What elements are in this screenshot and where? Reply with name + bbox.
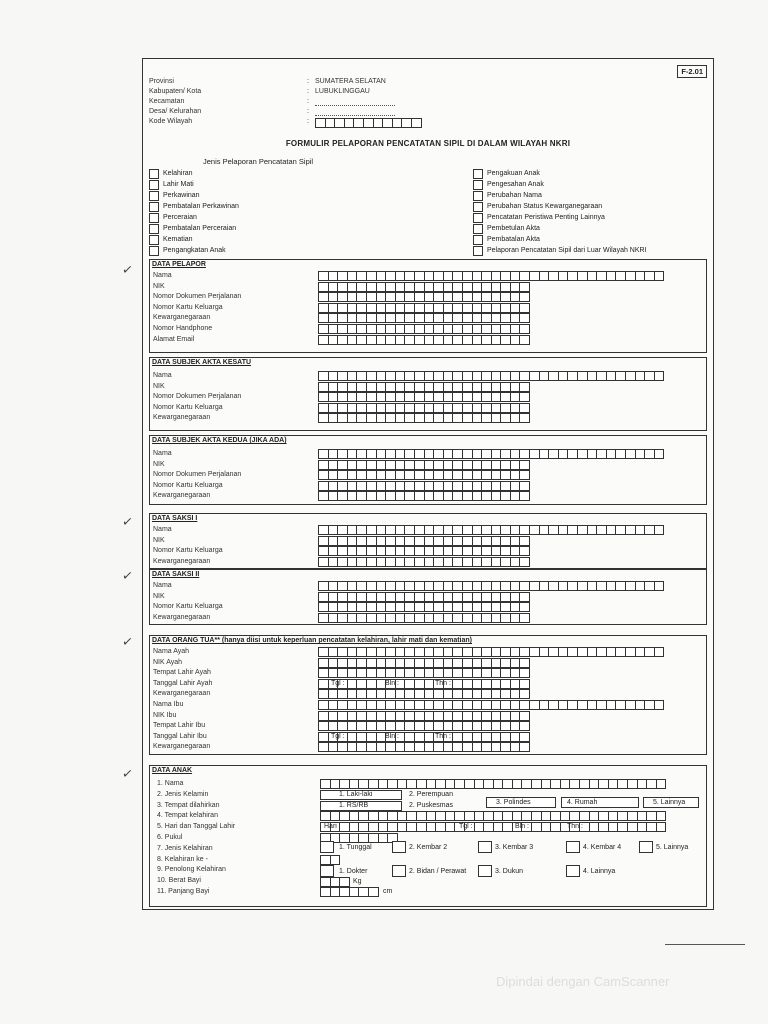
anak-tanggal-boxes[interactable] [320, 822, 665, 832]
input-box[interactable] [519, 689, 530, 699]
jenis-label: Kematian [163, 236, 193, 243]
pelapor-title: DATA PELAPOR [152, 261, 206, 268]
saksi1-title: DATA SAKSI I [152, 515, 198, 522]
check-mark: ✓ [121, 567, 134, 584]
jl-box[interactable] [566, 841, 580, 853]
option-label: Kg [353, 878, 362, 885]
saksi1-field-boxes[interactable] [318, 546, 529, 556]
jenis-label: Pengesahan Anak [487, 181, 544, 188]
ortu-field-label: Kewarganegaraan [153, 743, 211, 751]
subjek2-field-boxes[interactable] [318, 449, 663, 459]
input-box[interactable] [411, 118, 422, 128]
jenis-label: Perubahan Status Kewarganegaraan [487, 203, 603, 210]
saksi2-title: DATA SAKSI II [152, 571, 200, 578]
pelapor-field-label: Nama [153, 272, 172, 279]
input-box[interactable] [368, 887, 379, 897]
saksi1-field-boxes[interactable] [318, 525, 663, 535]
saksi2-field-boxes[interactable] [318, 592, 529, 602]
input-box[interactable] [519, 470, 530, 480]
option-label: 2. Bidan / Perawat [409, 868, 467, 875]
pk-box[interactable] [566, 865, 580, 877]
option-label: 1. Tunggal [339, 844, 372, 851]
anak-field-label: 1. Nama [157, 780, 184, 787]
pk-box[interactable] [320, 865, 334, 877]
option-label: 1. Dokter [339, 868, 368, 875]
input-box[interactable] [519, 536, 530, 546]
input-box[interactable] [519, 413, 530, 423]
input-box[interactable] [519, 324, 530, 334]
input-box[interactable] [519, 546, 530, 556]
pelapor-field-label: Nomor Kartu Keluarga [153, 303, 223, 311]
kecamatan-field[interactable] [315, 105, 395, 106]
pk-box[interactable] [392, 865, 406, 877]
divider-line [665, 944, 745, 945]
form-document: F-2.01 Provinsi : SUMATERA SELATAN Kabupaten/ Kota : LUBUKLINGGAU Kecamatan : Desa/ Kelurahan : Kode Wilayah : FORMULIR PELAPORAN PENCATATAN SIPIL DI DALAM WILAYAH NKRI Jenis Pelaporan Pencatatan Sipil DATA PELAPOR DATA SUBJEK AKTA KESATU DATA SUBJEK AKTA KEDUA (JIKA ADA) DATA SAKSI I DATA SAKSI II DATA ORANG TUA** (hanya diisi untuk keperluan pencatatan kelahiran, lahir mati dan kematian) DATA ANAK Nama NIK Nomor Dokumen Perjalanan Nomor Kartu Keluarga Kewarganegaraan Nomor Handphone Alamat Email Nama NIK Nomor Dokumen Perjalanan Nomor Kartu Keluarga Kewarganegaraan Nama NIK Nomor Dokumen Perjalanan Nomor Kartu Keluarga Kewarganegaraan Nama NIK Nomor Kartu Keluarga Kewarganegaraan Nama NIK Nomor Kartu Keluarga Kewarganegaraan Nama Ayah NIK Ayah Tempat Lahir Ayah Tanggal Lahir Ayah Tgl : Bln : Thn : Kewarganegaraan Nama Ibu NIK Ibu Tempat Lahir Ibu Tanggal Lahir Ibu Tgl : Bln : Thn : Kewarganegaraan 1. Nama 2. Jenis Kelamin 3. Tempat dilahirkan 4. Tempat kelahiran 5. Hari dan Tanggal Lahir 6. Pukul 7. Jenis Kelahiran 8. Kelahiran ke - 9. Penolong Kelahiran 10. Berat Bayi 11. Panjang Bayi 1. Laki-laki 2. Perempuan 1. RS/RB 2. Puskesmas 3. Polindes 4. Rumah 5. Lainnya Hari Tgl : Bln : Thn : 1. Tunggal 2. Kembar 2 3. Kembar 3 4. Kembar 4 5. Lainnya 1. Dokter 2. Bidan / Perawat 3. Dukun 4. Lainnya Kg cm Kelahiran Lahir Mati Perkawinan Pembatalan Perkawinan Perceraian Pembatalan Perceraian Kematian Pengangkatan Anak Pengakuan Anak Pengesahan Anak Perubahan Nama Perubahan Status Kewarganegaraan Pencatatan Peristiwa Penting Lainnya Pembetulan Akta Pembatalan Akta Pelaporan Pencatatan Sipil dari Luar Wilayah NKRI [142, 58, 714, 910]
input-box[interactable] [654, 271, 665, 281]
pelapor-field-label: Kewarganegaraan [153, 314, 211, 322]
anak-berat-boxes[interactable] [320, 877, 349, 887]
subjek2-field-label: NIK [153, 460, 165, 468]
pelapor-field-boxes[interactable] [318, 271, 663, 281]
jl-box[interactable] [639, 841, 653, 853]
input-box[interactable] [519, 732, 530, 742]
ortu-field-label: Nama Ayah [153, 648, 190, 655]
input-box[interactable] [519, 303, 530, 313]
input-box[interactable] [654, 449, 665, 459]
input-box[interactable] [339, 877, 350, 887]
subjek2-field-label: Nomor Kartu Keluarga [153, 481, 223, 489]
option-label: Tgl : [459, 823, 473, 830]
input-box[interactable] [519, 668, 530, 678]
desa-field[interactable] [315, 115, 395, 116]
jenis-label: Pengangkatan Anak [163, 247, 226, 254]
option-label: 5. Lainnya [656, 844, 689, 851]
jenis-checkbox[interactable] [473, 246, 483, 256]
anak-field-label: 7. Jenis Kelahiran [157, 844, 213, 852]
ortu-field-boxes[interactable] [318, 689, 529, 699]
subjek2-title: DATA SUBJEK AKTA KEDUA (JIKA ADA) [152, 437, 287, 444]
option-label: 5. Lainnya [653, 799, 686, 806]
anak-title: DATA ANAK [152, 767, 193, 774]
input-box[interactable] [519, 679, 530, 689]
saksi1-field-label: NIK [153, 536, 165, 544]
jenis-label: Pengakuan Anak [487, 170, 540, 177]
ortu-field-boxes[interactable] [318, 711, 529, 721]
pelapor-field-label: Alamat Email [153, 335, 195, 343]
jl-box[interactable] [478, 841, 492, 853]
subjek1-field-boxes[interactable] [318, 413, 529, 423]
option-label: 4. Kembar 4 [583, 844, 622, 851]
jl-box[interactable] [320, 841, 334, 853]
bln-label: Bln : [385, 679, 400, 687]
input-box[interactable] [519, 613, 530, 623]
input-box[interactable] [654, 371, 665, 381]
subjek1-field-boxes[interactable] [318, 392, 529, 402]
input-box[interactable] [656, 811, 667, 821]
option-label: Thn : [567, 823, 583, 830]
saksi2-field-label: Kewarganegaraan [153, 613, 211, 621]
saksi1-field-boxes[interactable] [318, 536, 529, 546]
input-box[interactable] [519, 658, 530, 668]
pelapor-field-boxes[interactable] [318, 335, 529, 345]
input-box[interactable] [519, 481, 530, 491]
saksi2-field-boxes[interactable] [318, 613, 529, 623]
input-box[interactable] [519, 313, 530, 323]
jenis-label: Pembatalan Perceraian [163, 225, 237, 232]
ortu-field-label: Tempat Lahir Ayah [153, 669, 211, 677]
jenis-label: Pencatatan Peristiwa Penting Lainnya [487, 214, 605, 221]
ortu-field-boxes[interactable] [318, 647, 663, 657]
ortu-field-label: NIK Ibu [153, 711, 177, 719]
pk-box[interactable] [478, 865, 492, 877]
input-box[interactable] [654, 647, 665, 657]
input-box[interactable] [330, 855, 341, 865]
jenis-title: Jenis Pelaporan Pencatatan Sipil [203, 157, 314, 166]
kode-wilayah-boxes[interactable] [315, 118, 421, 128]
pelapor-field-boxes[interactable] [318, 282, 529, 292]
check-mark: ✓ [121, 765, 134, 782]
jenis-label: Pembatalan Akta [487, 236, 540, 243]
subjek1-field-boxes[interactable] [318, 371, 663, 381]
subjek2-field-label: Nama [153, 450, 172, 457]
input-box[interactable] [519, 392, 530, 402]
jenis-label: Perkawinan [163, 192, 200, 199]
subjek2-field-label: Kewarganegaraan [153, 492, 211, 500]
thn-label: Thn : [435, 732, 451, 740]
jenis-label: Perubahan Nama [487, 192, 542, 199]
option-label: 1. Laki-laki [339, 791, 373, 798]
option-label: 2. Kembar 2 [409, 844, 448, 851]
subjek1-field-label: NIK [153, 382, 165, 390]
subjek2-field-boxes[interactable] [318, 470, 529, 480]
option-label: 2. Puskesmas [409, 802, 453, 809]
input-box[interactable] [519, 382, 530, 392]
subjek1-field-label: Nomor Dokumen Perjalanan [153, 393, 242, 401]
jenis-checkbox[interactable] [473, 191, 483, 201]
input-box[interactable] [519, 491, 530, 501]
option-label: 3. Kembar 3 [495, 844, 534, 851]
provinsi-value: SUMATERA SELATAN [315, 78, 386, 85]
anak-nama-boxes[interactable] [320, 779, 665, 789]
saksi2-field-label: Nama [153, 582, 172, 589]
thn-label: Thn : [435, 679, 451, 687]
input-box[interactable] [519, 711, 530, 721]
ortu-field-label: Kewarganegaraan [153, 690, 211, 698]
subjek1-field-label: Kewarganegaraan [153, 414, 211, 422]
input-box[interactable] [656, 779, 667, 789]
jenis-checkbox[interactable] [149, 235, 159, 245]
jenis-checkbox[interactable] [149, 224, 159, 234]
kecamatan-label: Kecamatan [149, 98, 185, 105]
ortu-date-boxes[interactable] [318, 679, 529, 689]
jl-box[interactable] [392, 841, 406, 853]
jenis-checkbox[interactable] [473, 202, 483, 212]
input-box[interactable] [519, 742, 530, 752]
desa-label: Desa/ Kelurahan [149, 108, 202, 115]
anak-field-label: 3. Tempat dilahirkan [157, 801, 220, 809]
form-title: FORMULIR PELAPORAN PENCATATAN SIPIL DI DALAM WILAYAH NKRI [285, 139, 571, 148]
subjek1-field-boxes[interactable] [318, 382, 529, 392]
ortu-date-boxes[interactable] [318, 732, 529, 742]
pelapor-field-label: Nomor Handphone [153, 325, 213, 332]
ortu-field-label: Tempat Lahir Ibu [153, 722, 206, 730]
input-box[interactable] [519, 292, 530, 302]
option-label: 3. Polindes [496, 799, 531, 806]
pelapor-field-boxes[interactable] [318, 324, 529, 334]
jenis-checkbox[interactable] [149, 191, 159, 201]
subjek2-field-boxes[interactable] [318, 481, 529, 491]
jenis-checkbox[interactable] [149, 180, 159, 190]
anak-ke-boxes[interactable] [320, 855, 339, 865]
pelapor-field-label: NIK [153, 282, 165, 290]
pelapor-field-boxes[interactable] [318, 292, 529, 302]
tgl-label: Tgl : [331, 679, 345, 687]
check-mark: ✓ [121, 261, 134, 278]
jenis-checkbox[interactable] [473, 180, 483, 190]
kabupaten-value: LUBUKLINGGAU [315, 88, 370, 95]
input-box[interactable] [519, 557, 530, 567]
ortu-field-label: Tanggal Lahir Ayah [153, 679, 213, 687]
anak-field-label: 5. Hari dan Tanggal Lahir [157, 823, 236, 831]
saksi1-field-label: Kewarganegaraan [153, 557, 211, 565]
subjek1-field-label: Nama [153, 372, 172, 379]
jenis-label: Lahir Mati [163, 181, 194, 188]
saksi1-field-label: Nama [153, 526, 172, 533]
anak-field-label: 6. Pukul [157, 834, 183, 841]
tgl-label: Tgl : [331, 732, 345, 740]
jenis-checkbox[interactable] [149, 169, 159, 179]
anak-field-label: 4. Tempat kelahiran [157, 812, 218, 820]
saksi2-field-boxes[interactable] [318, 602, 529, 612]
input-box[interactable] [519, 721, 530, 731]
pelapor-field-boxes[interactable] [318, 303, 529, 313]
jenis-checkbox[interactable] [149, 213, 159, 223]
pelapor-field-boxes[interactable] [318, 313, 529, 323]
kabupaten-label: Kabupaten/ Kota [149, 88, 202, 95]
anak-field-label: 2. Jenis Kelamin [157, 790, 209, 798]
input-box[interactable] [519, 335, 530, 345]
option-label: 3. Dukun [495, 868, 524, 875]
anak-field-label: 11. Panjang Bayi [157, 888, 210, 895]
anak-panjang-boxes[interactable] [320, 887, 378, 897]
option-label: 2. Perempuan [409, 791, 453, 798]
jenis-label: Pelaporan Pencatatan Sipil dari Luar Wilayah NKRI [487, 247, 647, 254]
input-box[interactable] [654, 525, 665, 535]
input-box[interactable] [519, 403, 530, 413]
subjek2-field-boxes[interactable] [318, 491, 529, 501]
option-label: 1. RS/RB [339, 802, 369, 809]
ortu-field-boxes[interactable] [318, 742, 529, 752]
jenis-label: Perceraian [163, 214, 197, 221]
ortu-field-label: Nama Ibu [153, 701, 184, 708]
pelapor-field-label: Nomor Dokumen Perjalanan [153, 293, 242, 301]
kode-label: Kode Wilayah [149, 118, 193, 125]
saksi2-field-boxes[interactable] [318, 581, 663, 591]
saksi1-field-label: Nomor Kartu Keluarga [153, 547, 223, 555]
jenis-checkbox[interactable] [149, 246, 159, 256]
jenis-checkbox[interactable] [473, 224, 483, 234]
ortu-field-label: Tanggal Lahir Ibu [153, 732, 207, 740]
anak-field-label: 9. Penolong Kelahiran [157, 866, 226, 874]
jenis-checkbox[interactable] [149, 202, 159, 212]
input-box[interactable] [519, 592, 530, 602]
saksi2-field-label: NIK [153, 592, 165, 600]
subjek1-title: DATA SUBJEK AKTA KESATU [152, 359, 252, 366]
subjek1-field-label: Nomor Kartu Keluarga [153, 403, 223, 411]
anak-field-label: 10. Berat Bayi [157, 877, 201, 885]
check-mark: ✓ [121, 633, 134, 650]
ortu-field-boxes[interactable] [318, 658, 529, 668]
option-label: Bln : [515, 823, 530, 830]
ortu-field-boxes[interactable] [318, 721, 529, 731]
input-box[interactable] [654, 581, 665, 591]
ortu-field-boxes[interactable] [318, 668, 529, 678]
option-label: 4. Lainnya [583, 868, 616, 875]
jenis-label: Pembatalan Perkawinan [163, 203, 239, 210]
subjek1-field-boxes[interactable] [318, 403, 529, 413]
ortu-field-label: NIK Ayah [153, 658, 183, 666]
jenis-checkbox[interactable] [473, 213, 483, 223]
input-box[interactable] [519, 460, 530, 470]
saksi2-field-label: Nomor Kartu Keluarga [153, 603, 223, 611]
provinsi-label: Provinsi [149, 78, 174, 85]
subjek2-field-boxes[interactable] [318, 460, 529, 470]
input-box[interactable] [519, 602, 530, 612]
jenis-label: Pembetulan Akta [487, 225, 540, 232]
option-label: cm [383, 888, 393, 895]
subjek2-field-label: Nomor Dokumen Perjalanan [153, 471, 242, 479]
jenis-checkbox[interactable] [473, 169, 483, 179]
jenis-checkbox[interactable] [473, 235, 483, 245]
jenis-label: Kelahiran [163, 170, 193, 177]
option-label: Hari [324, 823, 337, 830]
check-mark: ✓ [121, 513, 134, 530]
ortu-title: DATA ORANG TUA** (hanya diisi untuk keperluan pencatatan kelahiran, lahir mati dan kematian) [152, 637, 472, 644]
option-label: 4. Rumah [567, 799, 598, 806]
scanner-watermark: Dipindai dengan CamScanner [496, 974, 670, 989]
anak-tempat-boxes[interactable] [320, 811, 665, 821]
input-box[interactable] [519, 282, 530, 292]
saksi1-field-boxes[interactable] [318, 557, 529, 567]
bln-label: Bln : [385, 732, 400, 740]
input-box[interactable] [656, 822, 667, 832]
ortu-field-boxes[interactable] [318, 700, 663, 710]
anak-field-label: 8. Kelahiran ke - [157, 855, 208, 863]
input-box[interactable] [654, 700, 665, 710]
form-code: F-2.01 [677, 65, 707, 78]
